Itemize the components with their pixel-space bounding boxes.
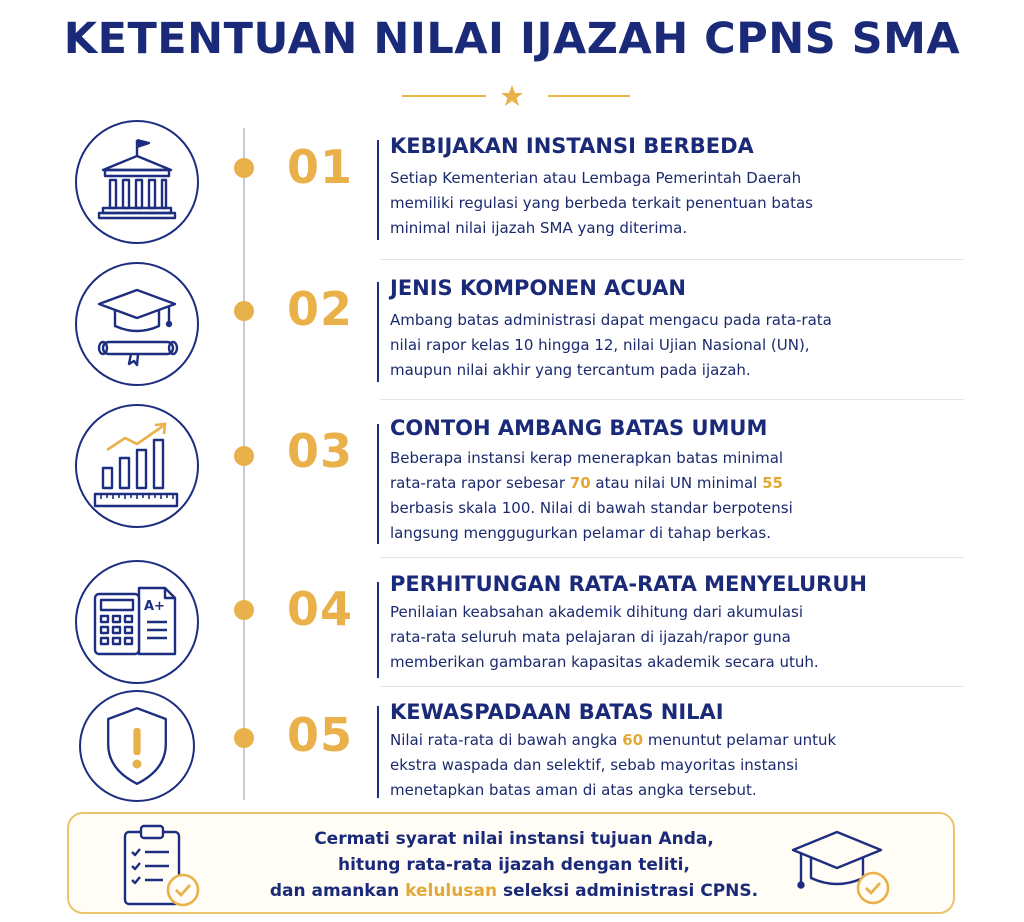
timeline-dot xyxy=(234,600,254,620)
banner-message: Cermati syarat nilai instansi tujuan Anda, hitung rata-rata ijazah dengan teliti, dan amankan kelulusan seleksi administrasi CPNS. xyxy=(269,829,759,901)
item-heading: JENIS KOMPONEN ACUAN xyxy=(390,276,687,300)
item-description: Penilaian keabsahan akademik dihitung dari akumulasi rata-rata seluruh mata pelajaran di ijazah/rapor guna memberikan gambaran kapasitas akademik secara utuh. xyxy=(390,603,819,671)
item-heading: PERHITUNGAN RATA-RATA MENYELURUH xyxy=(390,572,867,596)
separator xyxy=(380,259,964,260)
item-number: 04 xyxy=(287,582,354,636)
star-icon xyxy=(500,84,524,108)
separator xyxy=(380,557,964,558)
graduation-cap-check-icon xyxy=(787,824,897,910)
item-description: Ambang batas administrasi dapat mengacu pada rata-rata nilai rapor kelas 10 hingga 12, nilai Ujian Nasional (UN), maupun nilai akhir yang tercantum pada ijazah. xyxy=(390,311,832,379)
checklist-clipboard-icon xyxy=(119,822,205,910)
item-heading: CONTOH AMBANG BATAS UMUM xyxy=(390,416,768,440)
bar-chart-ruler-icon xyxy=(75,404,199,528)
shield-warning-icon xyxy=(79,690,195,802)
calculator-grade-report-icon xyxy=(75,560,199,684)
separator xyxy=(380,686,964,687)
item-description: Nilai rata-rata di bawah angka 60 menuntut pelamar untuk ekstra waspada dan selektif, sebab mayoritas instansi menetapkan batas aman di atas angka tersebut. xyxy=(390,731,837,799)
item-description: Setiap Kementerian atau Lembaga Pemerintah Daerah memiliki regulasi yang berbeda terkait penentuan batas minimal nilai ijazah SMA yang diterima. xyxy=(390,169,813,237)
page-title: KETENTUAN NILAI IJAZAH CPNS SMA xyxy=(63,14,961,64)
highlight-value: 70 xyxy=(569,474,591,492)
item-number: 01 xyxy=(287,140,354,194)
separator xyxy=(380,399,964,400)
highlight-value: 55 xyxy=(762,474,783,492)
highlight-value: 60 xyxy=(622,731,644,749)
summary-banner xyxy=(67,812,955,914)
item-number: 02 xyxy=(287,282,354,336)
timeline-dot xyxy=(234,301,254,321)
title-divider xyxy=(0,84,1024,108)
item-description: Beberapa instansi kerap menerapkan batas minimal rata-rata rapor sebesar 70 atau nilai UN minimal 55 berbasis skala 100. Nilai di bawah standar berpotensi langsung menggugurkan pelamar di tahap berkas. xyxy=(390,449,793,542)
timeline-dot xyxy=(234,158,254,178)
government-building-icon xyxy=(75,120,199,244)
timeline-dot xyxy=(234,446,254,466)
timeline-dot xyxy=(234,728,254,748)
item-heading: KEBIJAKAN INSTANSI BERBEDA xyxy=(390,134,754,158)
graduation-cap-diploma-icon xyxy=(75,262,199,386)
highlight-word: kelulusan xyxy=(405,881,498,901)
item-number: 05 xyxy=(287,708,354,762)
item-number: 03 xyxy=(287,424,354,478)
item-heading: KEWASPADAAN BATAS NILAI xyxy=(390,700,724,724)
grade-label: A+ xyxy=(144,599,165,614)
